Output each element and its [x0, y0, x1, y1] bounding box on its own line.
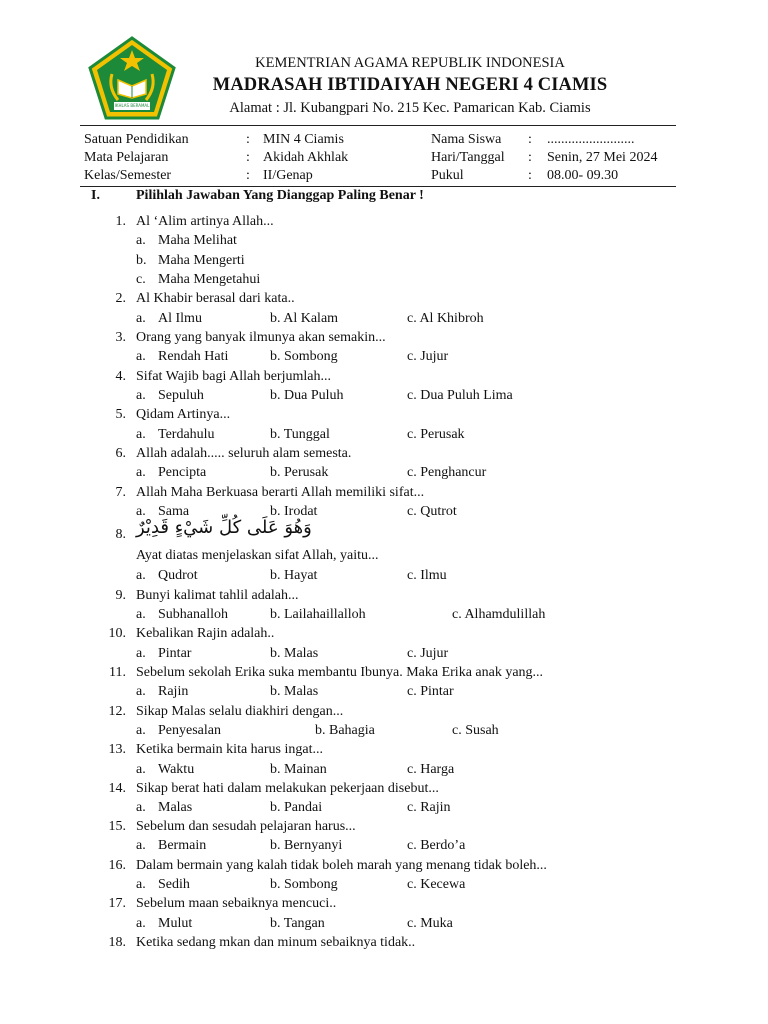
option-c: c. Ilmu: [407, 568, 447, 583]
option-a: Al Ilmu: [158, 311, 202, 326]
option-letter: a.: [136, 388, 146, 403]
school-name: MADRASAH IBTIDAIYAH NEGERI 4 CIAMIS: [212, 75, 608, 95]
option-c: c. Dua Puluh Lima: [407, 388, 513, 403]
option-letter: a.: [136, 427, 146, 442]
question-text: Sebelum maan sebaiknya mencuci..: [136, 896, 337, 911]
question-number: 7.: [115, 485, 126, 500]
info-label-pukul: Pukul: [431, 168, 464, 183]
info-sep: :: [528, 150, 532, 165]
question-text: Al Khabir berasal dari kata..: [136, 291, 295, 306]
question-number: 8.: [115, 527, 126, 542]
option-a: Terdahulu: [158, 427, 215, 442]
option-b: b. Mainan: [270, 762, 327, 777]
question-number: 10.: [108, 626, 126, 641]
option-text: Maha Mengerti: [158, 253, 245, 268]
section-number: I.: [91, 188, 100, 203]
option-b: b. Malas: [270, 684, 319, 699]
option-b: b. Malas: [270, 646, 319, 661]
section-title: Pilihlah Jawaban Yang Dianggap Paling Benar !: [136, 188, 424, 203]
info-sep: :: [528, 168, 532, 183]
option-a: Qudrot: [158, 568, 198, 583]
option-b: b. Bernyanyi: [270, 838, 343, 853]
option-letter: a.: [136, 800, 146, 815]
option-b: b. Tangan: [270, 916, 325, 931]
question-text: Allah Maha Berkuasa berarti Allah memiliki sifat...: [136, 485, 425, 500]
option-a: Pintar: [158, 646, 192, 661]
option-letter: a.: [136, 233, 146, 248]
school-address: Alamat : Jl. Kubangpari No. 215 Kec. Pamarican Kab. Ciamis: [229, 100, 591, 116]
info-label-mapel: Mata Pelajaran: [84, 150, 169, 165]
question-text: Bunyi kalimat tahlil adalah...: [136, 588, 299, 603]
option-c: c. Jujur: [407, 349, 449, 364]
question-text: Dalam bermain yang kalah tidak boleh marah yang menang tidak boleh...: [136, 858, 547, 873]
option-b: b. Pandai: [270, 800, 323, 815]
option-letter: a.: [136, 838, 146, 853]
info-sep: :: [528, 132, 532, 147]
option-letter: a.: [136, 877, 146, 892]
info-value-pukul: 08.00- 09.30: [547, 168, 619, 183]
option-b: b. Lailahaillalloh: [270, 607, 366, 622]
question-text: Ayat diatas menjelaskan sifat Allah, yaitu...: [136, 548, 379, 563]
option-a: Waktu: [158, 762, 195, 777]
logo-text: IKHLAS BERAMAL: [114, 103, 150, 108]
question-text: Sebelum dan sesudah pelajaran harus...: [136, 819, 356, 834]
question-number: 5.: [115, 407, 126, 422]
info-label-kelas: Kelas/Semester: [84, 168, 172, 183]
option-a: Mulut: [158, 916, 193, 931]
option-c: c. Berdo’a: [407, 838, 466, 853]
question-number: 15.: [108, 819, 126, 834]
question-number: 4.: [115, 369, 126, 384]
question-number: 12.: [108, 704, 126, 719]
question-number: 14.: [108, 781, 126, 796]
option-a: Bermain: [158, 838, 207, 853]
info-label-satuan: Satuan Pendidikan: [84, 132, 189, 147]
question-text: Sebelum sekolah Erika suka membantu Ibunya. Maka Erika anak yang...: [136, 665, 544, 680]
info-value-tanggal: Senin, 27 Mei 2024: [547, 150, 658, 165]
question-number: 2.: [115, 291, 126, 306]
option-b: b. Dua Puluh: [270, 388, 344, 403]
question-text: Kebalikan Rajin adalah..: [136, 626, 275, 641]
question-number: 18.: [108, 935, 126, 950]
option-text: Maha Melihat: [158, 233, 237, 248]
question-number: 9.: [115, 588, 126, 603]
option-letter: a.: [136, 916, 146, 931]
question-number: 3.: [115, 330, 126, 345]
option-letter: a.: [136, 762, 146, 777]
option-letter: a.: [136, 311, 146, 326]
question-number: 13.: [108, 742, 126, 757]
option-a: Malas: [158, 800, 193, 815]
arabic-verse: وَهُوَ عَلَى كُلِّ شَيْءٍ قَدِيْرٌ: [136, 517, 312, 538]
option-a: Sepuluh: [158, 388, 204, 403]
question-number: 11.: [109, 665, 126, 680]
option-b: b. Sombong: [270, 349, 338, 364]
option-b: b. Bahagia: [315, 723, 375, 738]
option-letter: a.: [136, 607, 146, 622]
question-text: Ketika bermain kita harus ingat...: [136, 742, 323, 757]
option-letter: a.: [136, 568, 146, 583]
option-b: b. Tunggal: [270, 427, 330, 442]
option-letter: a.: [136, 684, 146, 699]
option-c: c. Susah: [452, 723, 499, 738]
option-c: c. Harga: [407, 762, 455, 777]
question-number: 1.: [115, 214, 126, 229]
option-a: Subhanalloh: [158, 607, 228, 622]
option-letter: b.: [136, 253, 147, 268]
option-c: c. Qutrot: [407, 504, 457, 519]
option-c: c. Alhamdulillah: [452, 607, 546, 622]
question-number: 16.: [108, 858, 126, 873]
option-letter: a.: [136, 723, 146, 738]
option-letter: a.: [136, 465, 146, 480]
option-letter: a.: [136, 504, 146, 519]
header-divider: [80, 125, 676, 126]
option-letter: a.: [136, 646, 146, 661]
option-c: c. Muka: [407, 916, 453, 931]
option-b: b. Perusak: [270, 465, 329, 480]
option-c: c. Perusak: [407, 427, 465, 442]
info-divider: [80, 186, 676, 187]
option-a: Pencipta: [158, 465, 207, 480]
option-text: Maha Mengetahui: [158, 272, 261, 287]
question-number: 17.: [108, 896, 126, 911]
question-text: Al ‘Alim artinya Allah...: [136, 214, 274, 229]
option-c: c. Al Khibroh: [407, 311, 484, 326]
question-text: Ketika sedang mkan dan minum sebaiknya tidak..: [136, 935, 416, 950]
option-a: Rajin: [158, 684, 189, 699]
question-number: 6.: [115, 446, 126, 461]
option-c: c. Penghancur: [407, 465, 487, 480]
question-text: Sifat Wajib bagi Allah berjumlah...: [136, 369, 331, 384]
ministry-name: KEMENTRIAN AGAMA REPUBLIK INDONESIA: [255, 55, 565, 71]
option-b: b. Al Kalam: [270, 311, 339, 326]
option-letter: c.: [136, 272, 146, 287]
info-label-nama: Nama Siswa: [431, 132, 502, 147]
option-b: b. Sombong: [270, 877, 338, 892]
question-text: Orang yang banyak ilmunya akan semakin...: [136, 330, 386, 345]
option-a: Rendah Hati: [158, 349, 229, 364]
option-b: b. Hayat: [270, 568, 318, 583]
option-c: c. Pintar: [407, 684, 454, 699]
question-text: Sikap Malas selalu diakhiri dengan...: [136, 704, 344, 719]
option-a: Sedih: [158, 877, 190, 892]
question-text: Allah adalah..... seluruh alam semesta.: [136, 446, 352, 461]
option-letter: a.: [136, 349, 146, 364]
info-value-satuan: MIN 4 Ciamis: [263, 132, 344, 147]
option-c: c. Jujur: [407, 646, 449, 661]
question-text: Qidam Artinya...: [136, 407, 231, 422]
option-a: Sama: [158, 504, 190, 519]
info-sep: :: [246, 150, 250, 165]
option-a: Penyesalan: [158, 723, 221, 738]
info-sep: :: [246, 168, 250, 183]
info-value-nama[interactable]: .........................: [547, 132, 635, 147]
question-text: Sikap berat hati dalam melakukan pekerjaan disebut...: [136, 781, 439, 796]
option-c: c. Rajin: [407, 800, 451, 815]
info-value-mapel: Akidah Akhlak: [263, 150, 349, 165]
info-sep: :: [246, 132, 250, 147]
info-value-kelas: II/Genap: [263, 168, 313, 183]
option-b: b. Irodat: [270, 504, 318, 519]
info-label-tanggal: Hari/Tanggal: [431, 150, 505, 165]
option-c: c. Kecewa: [407, 877, 466, 892]
